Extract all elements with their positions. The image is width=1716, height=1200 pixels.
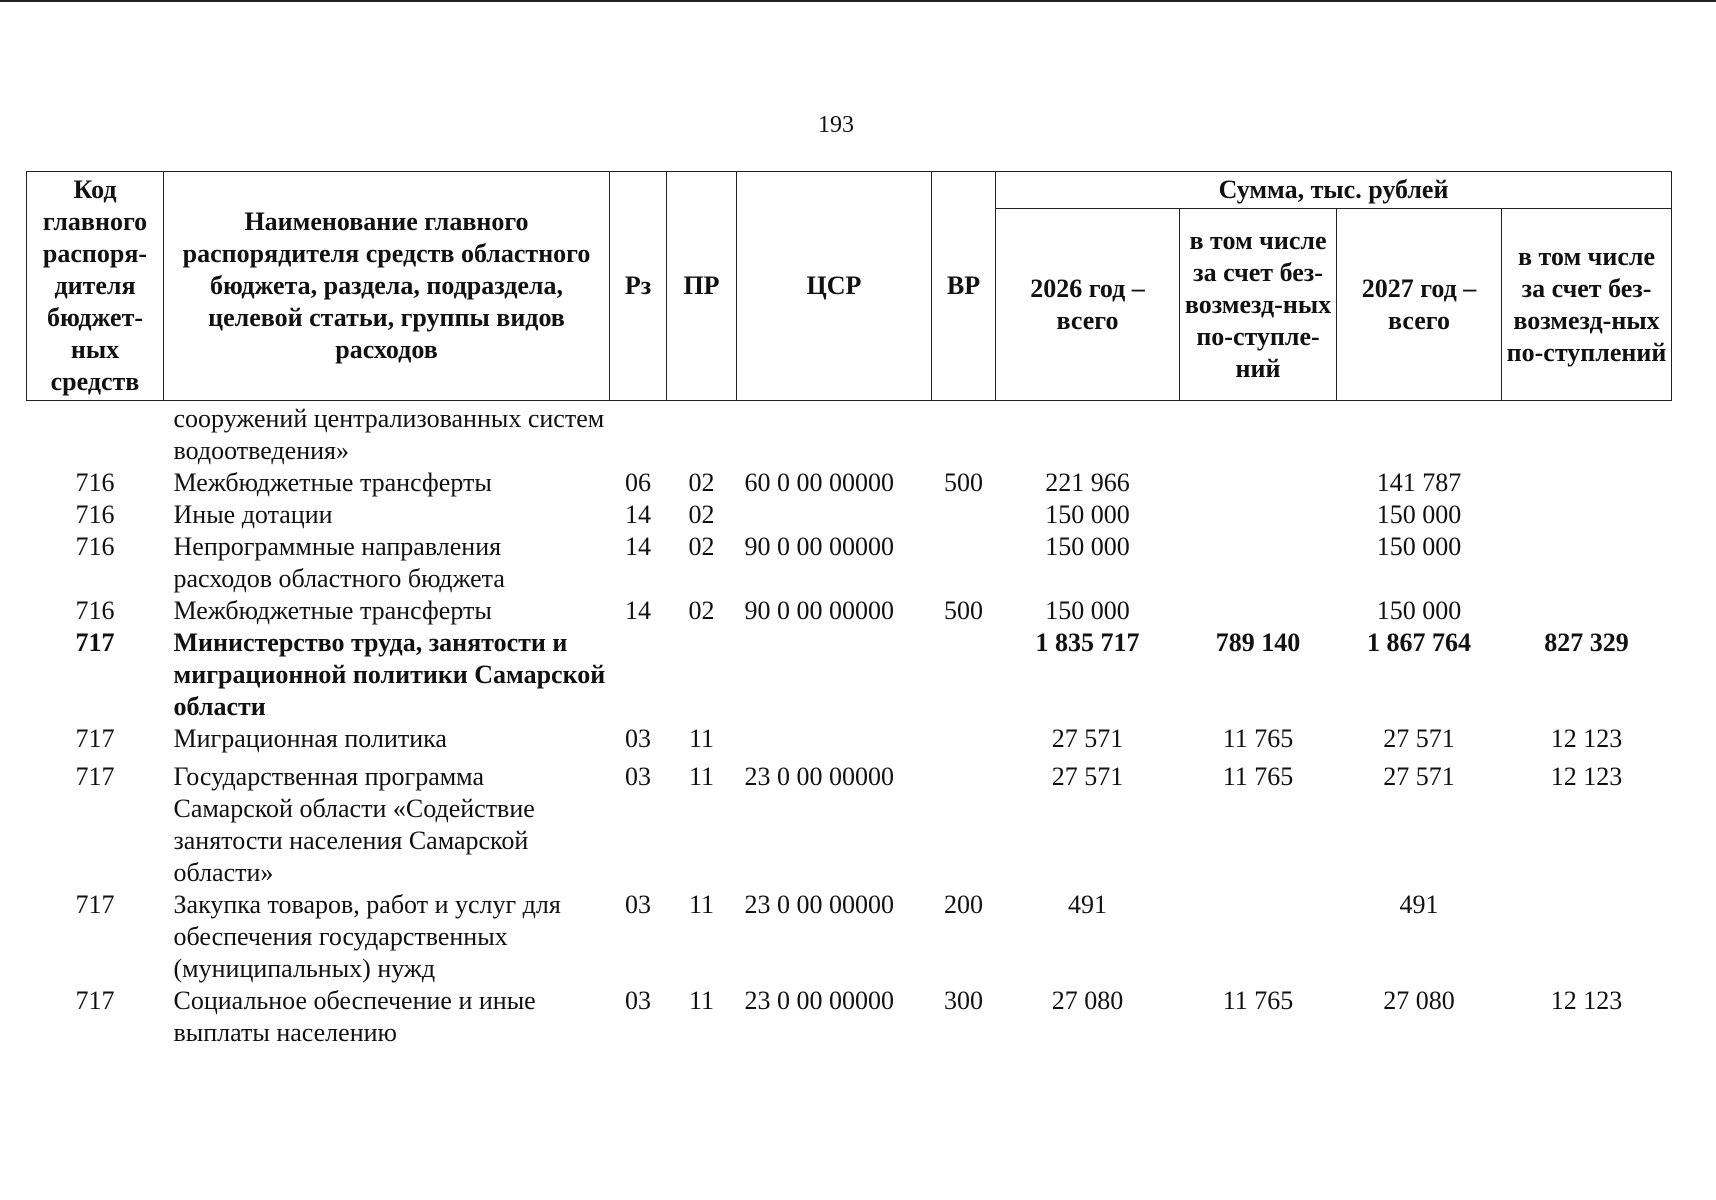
cell-code: 717 (75, 628, 115, 657)
cell-sum-2026: 27 571 (1051, 762, 1124, 791)
cell-vr (932, 401, 996, 468)
cell-sum-2026: 150 000 (1045, 500, 1130, 529)
table-row (27, 985, 1672, 1049)
header-name: Наименование главного распорядителя средств областного бюджета, раздела, подраздела, целевой статьи, группы видов расходов (164, 172, 610, 401)
cell-sum-2026: 27 080 (1051, 986, 1124, 1015)
cell-sum-2027: 150 000 (1376, 596, 1462, 625)
cell-pr: 02 (688, 500, 715, 529)
cell-rz: 14 (625, 532, 651, 561)
cell-pr: 11 (688, 986, 715, 1015)
cell-sum-2027: 27 571 (1383, 724, 1455, 753)
cell-rz: 03 (625, 762, 651, 791)
cell-free-2027 (1502, 401, 1672, 468)
cell-sum-2027: 1 867 764 (1367, 628, 1471, 657)
cell-vr: 500 (944, 596, 983, 625)
cell-vr (932, 499, 996, 531)
cell-free-2026: 789 140 (1215, 628, 1301, 657)
cell-code: 716 (75, 500, 115, 529)
cell-vr (932, 531, 996, 595)
table-row (27, 401, 1672, 468)
cell-vr (932, 723, 996, 755)
cell-csr (737, 499, 932, 531)
cell-free-2026 (1180, 595, 1337, 627)
table-row (27, 467, 1672, 499)
header-csr: ЦСР (737, 172, 932, 401)
cell-free-2027 (1502, 889, 1672, 985)
header-2027-total: 2027 год – всего (1337, 209, 1502, 401)
header-2027-free: в том числе за счет без-возмезд-ных по-ступлений (1502, 209, 1672, 401)
cell-rz (610, 627, 667, 723)
cell-free-2026 (1180, 531, 1337, 595)
cell-rz: 03 (625, 986, 651, 1015)
cell-pr: 02 (688, 468, 715, 497)
cell-sum-2027: 150 000 (1376, 532, 1462, 561)
header-2026-total: 2026 год – всего (996, 209, 1180, 401)
page-number: 193 (818, 112, 854, 138)
cell-free-2027: 12 123 (1550, 986, 1623, 1015)
page-top-rule (0, 0, 1716, 2)
cell-code: 717 (75, 890, 115, 919)
cell-pr: 02 (688, 596, 715, 625)
cell-vr: 500 (944, 468, 983, 497)
cell-pr: 11 (688, 890, 715, 919)
cell-csr (737, 401, 932, 468)
cell-name: Иные дотации (173, 500, 333, 529)
cell-csr: 90 0 00 00000 (744, 596, 894, 625)
cell-code: 716 (75, 468, 115, 497)
cell-name: сооружений централизованных систем водоотведения» (173, 404, 605, 465)
cell-pr: 11 (688, 724, 715, 753)
cell-free-2027: 827 329 (1544, 628, 1629, 657)
cell-free-2026 (1180, 467, 1337, 499)
cell-sum-2027: 27 571 (1383, 762, 1455, 791)
cell-sum-2026: 491 (1068, 890, 1107, 919)
cell-rz: 03 (625, 724, 651, 753)
cell-code: 717 (75, 762, 115, 791)
cell-name: Социальное обеспечение и иные выплаты населению (173, 986, 536, 1047)
cell-pr: 11 (688, 762, 715, 791)
cell-code: 716 (75, 532, 115, 561)
cell-free-2027 (1502, 467, 1672, 499)
cell-sum-2026: 150 000 (1045, 532, 1130, 561)
cell-csr: 60 0 00 00000 (744, 468, 894, 497)
cell-code: 716 (75, 596, 115, 625)
cell-free-2027 (1502, 595, 1672, 627)
cell-csr: 23 0 00 00000 (744, 890, 894, 919)
cell-sum-2027: 27 080 (1383, 986, 1455, 1015)
cell-free-2027 (1502, 499, 1672, 531)
cell-name: Миграционная политика (173, 724, 447, 753)
cell-free-2027 (1502, 531, 1672, 595)
cell-sum-2027: 150 000 (1376, 500, 1462, 529)
table-body (27, 401, 1672, 1050)
table-row (27, 755, 1672, 889)
cell-vr: 200 (944, 890, 983, 919)
cell-free-2026 (1180, 499, 1337, 531)
cell-vr (932, 755, 996, 889)
cell-csr (737, 627, 932, 723)
cell-csr: 23 0 00 00000 (744, 986, 894, 1015)
cell-free-2026 (1180, 889, 1337, 985)
cell-free-2026: 11 765 (1222, 986, 1294, 1015)
cell-sum-2026: 1 835 717 (1035, 628, 1140, 657)
cell-rz: 03 (625, 890, 651, 919)
table-row (27, 889, 1672, 985)
cell-sum-2026: 27 571 (1051, 724, 1124, 753)
budget-table (26, 171, 1672, 1049)
cell-csr: 90 0 00 00000 (744, 532, 894, 561)
header-code: Код главного распоря-дителя бюджет-ных средств (27, 172, 164, 401)
header-pr: ПР (667, 172, 737, 401)
header-2026-free: в том числе за счет без-возмезд-ных по-ступле-ний (1180, 209, 1337, 401)
table-row (27, 531, 1672, 595)
header-rz: Рз (610, 172, 667, 401)
cell-name: Закупка товаров, работ и услуг для обеспечения государственных (муниципальных) нужд (173, 890, 561, 983)
cell-csr: 23 0 00 00000 (744, 762, 894, 791)
cell-rz: 06 (625, 468, 651, 497)
cell-sum-2026: 221 966 (1045, 468, 1130, 497)
cell-free-2026: 11 765 (1222, 762, 1294, 791)
cell-name: Министерство труда, занятости и миграционной политики Самарской области (173, 628, 606, 721)
cell-free-2026 (1180, 401, 1337, 468)
cell-sum-2026: 150 000 (1045, 596, 1130, 625)
cell-code (27, 401, 164, 468)
cell-pr: 02 (688, 532, 715, 561)
cell-vr (932, 627, 996, 723)
cell-rz (610, 401, 667, 468)
table-row (27, 595, 1672, 627)
table-header (27, 172, 1672, 401)
cell-name: Межбюджетные трансферты (173, 596, 492, 625)
header-vr: ВР (932, 172, 996, 401)
cell-name: Непрограммные направления расходов областного бюджета (173, 532, 505, 593)
cell-code: 717 (75, 724, 115, 753)
cell-sum-2027: 491 (1399, 890, 1439, 919)
table-row-ministry (27, 627, 1672, 723)
cell-pr (667, 401, 737, 468)
cell-name: Межбюджетные трансферты (173, 468, 492, 497)
cell-free-2027: 12 123 (1550, 762, 1623, 791)
cell-code: 717 (75, 986, 115, 1015)
cell-rz: 14 (625, 500, 651, 529)
cell-sum-2027 (1337, 401, 1502, 468)
cell-csr (737, 723, 932, 755)
cell-pr (667, 627, 737, 723)
cell-name: Государственная программа Самарской области «Содействие занятости населения Самарской области» (173, 762, 535, 887)
cell-free-2026: 11 765 (1222, 724, 1294, 753)
cell-vr: 300 (944, 986, 983, 1015)
table-row (27, 723, 1672, 755)
header-sum-group: Сумма, тыс. рублей (996, 172, 1672, 209)
cell-sum-2027: 141 787 (1376, 468, 1462, 497)
table-row (27, 499, 1672, 531)
cell-sum-2026 (996, 401, 1180, 468)
cell-free-2027: 12 123 (1550, 724, 1623, 753)
cell-rz: 14 (625, 596, 651, 625)
